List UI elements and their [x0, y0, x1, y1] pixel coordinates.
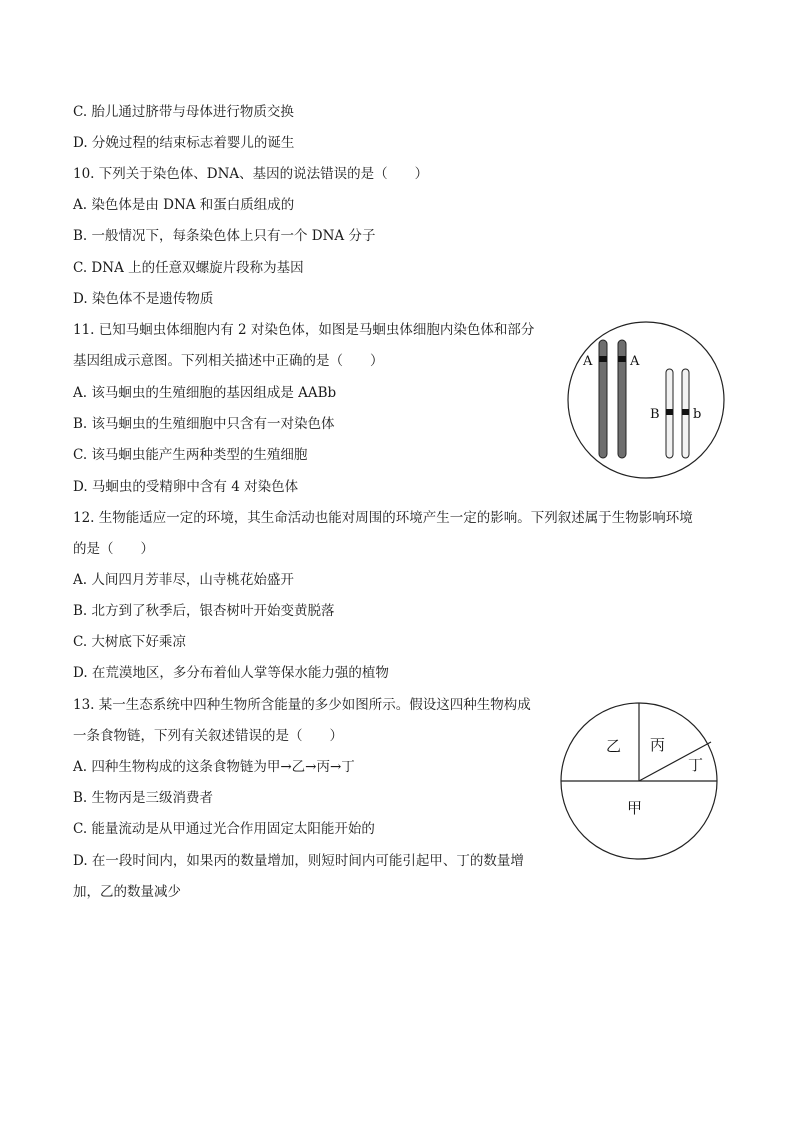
- option-c: C. DNA 上的任意双螺旋片段称为基因: [73, 260, 304, 276]
- option-d: D. 在荒漠地区，多分布着仙人掌等保水能力强的植物: [73, 665, 389, 681]
- option-c: C. 能量流动是从甲通过光合作用固定太阳能开始的: [73, 821, 375, 837]
- option-c: C. 该马蛔虫能产生两种类型的生殖细胞: [73, 447, 308, 463]
- energy-pie-figure: [558, 700, 720, 862]
- question-stem: 11. 已知马蛔虫体细胞内有 2 对染色体，如图是马蛔虫体细胞内染色体和部分: [73, 322, 535, 338]
- gene-label: A: [583, 354, 593, 369]
- option-c: C. 大树底下好乘凉: [73, 634, 186, 650]
- question-stem: 10. 下列关于染色体、DNA、基因的说法错误的是（ ）: [73, 166, 429, 182]
- option-d: D. 在一段时间内，如果丙的数量增加，则短时间内可能引起甲、丁的数量增: [73, 853, 524, 869]
- pie-slice-label: 乙: [606, 737, 622, 755]
- question-stem: 12. 生物能适应一定的环境，其生命活动也能对周围的环境产生一定的影响。下列叙述属于生物影响环境: [73, 510, 693, 526]
- option-a: A. 人间四月芳菲尽，山寺桃花始盛开: [73, 572, 294, 588]
- option-b: B. 生物丙是三级消费者: [73, 790, 214, 806]
- pie-slice-label: 丙: [650, 736, 666, 754]
- pie-slice-label: 甲: [627, 799, 643, 817]
- option-d: D. 染色体不是遗传物质: [73, 291, 214, 307]
- option-b: B. 北方到了秋季后，银杏树叶开始变黄脱落: [73, 603, 335, 619]
- cell-outline: [568, 322, 724, 478]
- gene-locus-a-left: [599, 356, 607, 362]
- option-a: A. 染色体是由 DNA 和蛋白质组成的: [73, 197, 295, 213]
- question-stem: 13. 某一生态系统中四种生物所含能量的多少如图所示。假设这四种生物构成: [73, 697, 531, 713]
- gene-label: B: [650, 407, 660, 422]
- question-stem: 的是（ ）: [73, 541, 154, 557]
- question-stem: 一条食物链，下列有关叙述错误的是（ ）: [73, 728, 343, 744]
- gene-locus-b-lower: [682, 409, 689, 415]
- text-line: C. 胎儿通过脐带与母体进行物质交换: [73, 104, 294, 120]
- gene-label: b: [693, 407, 702, 422]
- option-a: A. 四种生物构成的这条食物链为甲→乙→丙→丁: [73, 759, 355, 775]
- option-a: A. 该马蛔虫的生殖细胞的基因组成是 AABb: [73, 385, 337, 401]
- pie-slice-label: 丁: [688, 756, 704, 774]
- gene-label: A: [630, 354, 640, 369]
- option-b: B. 该马蛔虫的生殖细胞中只含有一对染色体: [73, 416, 335, 432]
- gene-locus-a-right: [618, 356, 626, 362]
- gene-locus-b-upper: [666, 409, 673, 415]
- chromosome-figure: [566, 320, 726, 480]
- option-d-continued: 加，乙的数量减少: [73, 884, 181, 900]
- text-line: D. 分娩过程的结束标志着婴儿的诞生: [73, 135, 295, 151]
- question-stem: 基因组成示意图。下列相关描述中正确的是（ ）: [73, 353, 384, 369]
- option-b: B. 一般情况下，每条染色体上只有一个 DNA 分子: [73, 228, 376, 244]
- option-d: D. 马蛔虫的受精卵中含有 4 对染色体: [73, 479, 299, 495]
